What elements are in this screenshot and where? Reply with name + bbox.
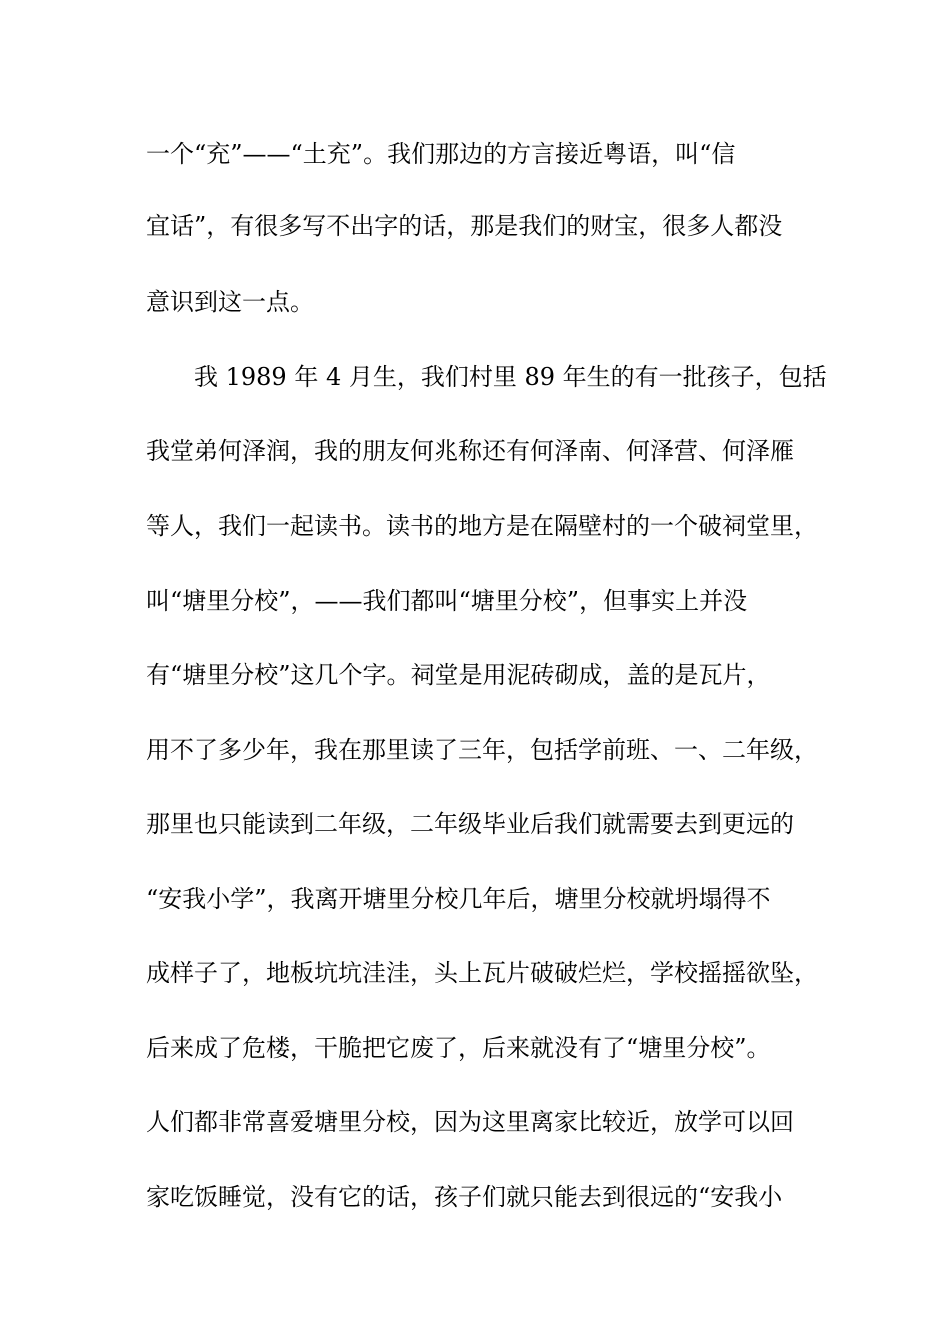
- text-line: 意识到这一点。: [146, 288, 314, 316]
- paragraph-first-line: 我 1989 年 4 月生，我们村里 89 年生的有一批孩子，包括: [194, 363, 827, 391]
- text-line: 宜话”，有很多写不出字的话，那是我们的财宝，很多人都没: [146, 212, 783, 240]
- text-line: 成样子了，地板坑坑洼洼，头上瓦片破破烂烂，学校摇摇欲坠，: [146, 959, 818, 987]
- text-line: 叫“塘里分校”，——我们都叫“塘里分校”，但事实上并没: [146, 587, 748, 615]
- text-line: 等人，我们一起读书。读书的地方是在隔壁村的一个破祠堂里，: [146, 512, 818, 540]
- text-line: 我堂弟何泽润，我的朋友何兆称还有何泽南、何泽营、何泽雁: [146, 437, 794, 465]
- text-line: 用不了多少年，我在那里读了三年，包括学前班、一、二年级，: [146, 736, 818, 764]
- text-line: 那里也只能读到二年级，二年级毕业后我们就需要去到更远的: [146, 810, 794, 838]
- text-line: 一个“充”——“土充”。我们那边的方言接近粤语，叫“信: [146, 140, 736, 168]
- text-line: 有“塘里分校”这几个字。祠堂是用泥砖砌成，盖的是瓦片，: [146, 661, 771, 689]
- text-line: 后来成了危楼，干脆把它废了，后来就没有了“塘里分校”。: [146, 1034, 771, 1062]
- text-line: 家吃饭睡觉，没有它的话，孩子们就只能去到很远的“安我小: [146, 1183, 783, 1211]
- text-line: “安我小学”，我离开塘里分校几年后，塘里分校就坍塌得不: [146, 885, 771, 913]
- text-line: 人们都非常喜爱塘里分校，因为这里离家比较近，放学可以回: [146, 1108, 794, 1136]
